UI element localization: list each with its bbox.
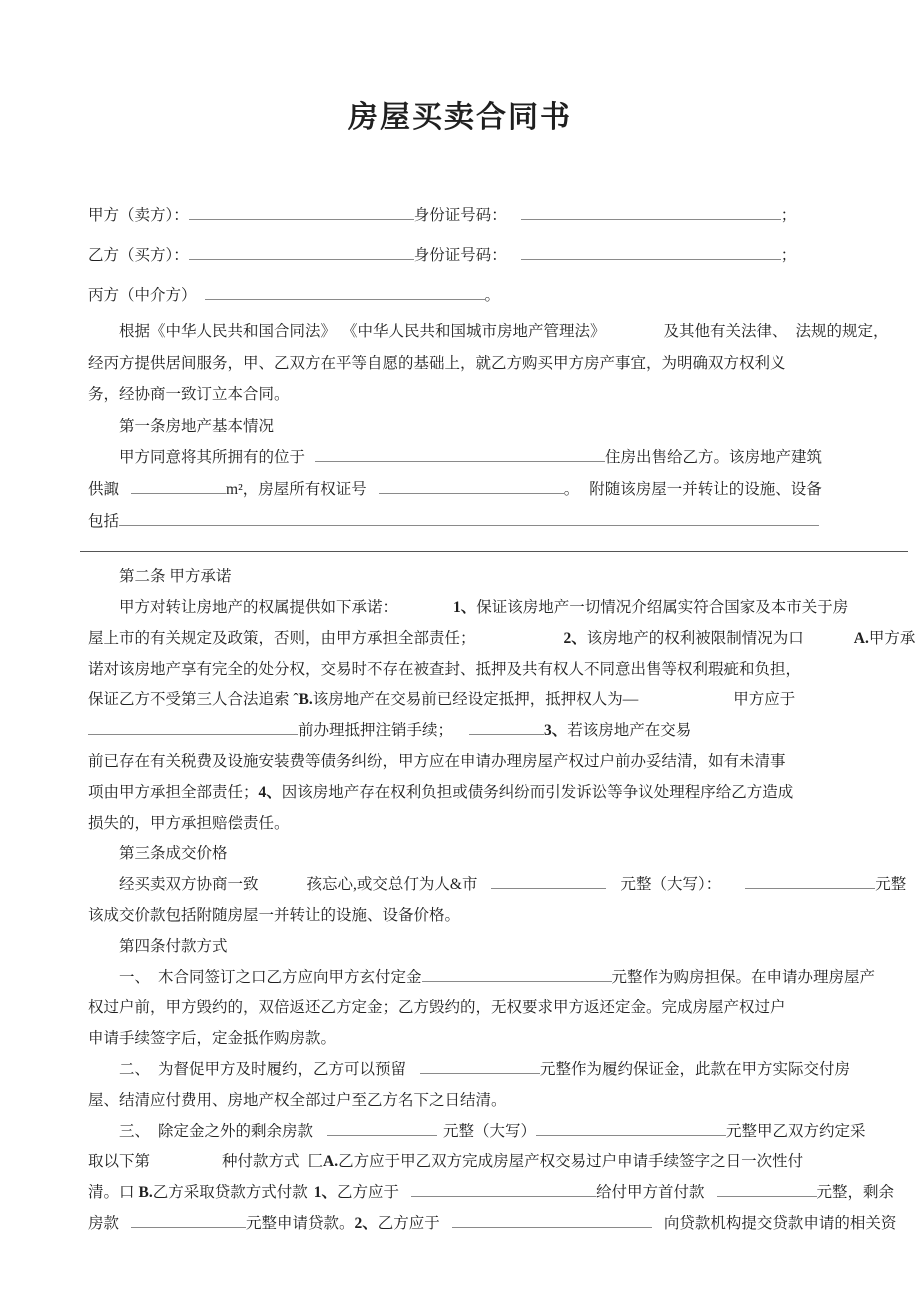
contract-line (88, 379, 832, 411)
contract-line (88, 624, 916, 655)
spacer-gap (259, 888, 307, 889)
blank-underline (205, 285, 485, 300)
text-run: 包括 (88, 512, 120, 530)
text-run: 给付甲方首付款 (596, 1184, 705, 1202)
text-run: 第二条 甲方承诺 (119, 568, 232, 586)
text-run: 因该房地产存在权利负担或债务纠纷而引发诉讼等争议处理程序给乙方造成 (281, 783, 794, 801)
spacer-gap (367, 493, 379, 494)
text-run: 取以下第 (88, 1153, 151, 1171)
blank-underline (452, 1213, 652, 1228)
contract-line (88, 993, 832, 1024)
text-run: B. (298, 691, 313, 709)
text-run: 项由甲方承担全部责任； (88, 783, 259, 801)
blank-underline (745, 874, 875, 889)
spacer-gap (579, 493, 589, 494)
text-run: 经丙方提供居间服务，甲、乙双方在平等自愿的基础上，就乙方购买甲方房产事宜，为明确双方权利义 (88, 354, 786, 372)
contract-line (88, 870, 907, 901)
text-run: 2、 (354, 1214, 378, 1232)
text-run: 向贷款机构提交贷款申请的相关资 (663, 1214, 897, 1232)
spacer-gap (406, 1073, 420, 1074)
text-run: 除定金之外的剩余房款 (158, 1122, 314, 1140)
contract-line (88, 747, 832, 778)
text-run: 房款 (88, 1214, 120, 1232)
spacer-gap (606, 335, 664, 336)
spacer-gap (652, 1227, 664, 1228)
text-run: 元整（大写） (443, 1122, 537, 1140)
text-run: 屋、结清应付费用、房地产权全部过户至乙方名下之日结清。 (88, 1091, 507, 1109)
spacer-gap (119, 1227, 131, 1228)
contract-line (88, 1024, 832, 1055)
text-run: 身份证号码： (413, 207, 507, 224)
text-run: 3、 (544, 722, 568, 740)
text-run: m²，房屋所有权证号 (226, 480, 367, 498)
spacer-gap (398, 611, 453, 612)
contract-line (88, 562, 832, 593)
text-run: 木合同签订之口乙方应向甲方玄付定金 (158, 968, 422, 986)
text-run: 经买卖双方协商一致 (119, 876, 259, 894)
text-run: 2、 (563, 629, 587, 647)
spacer-gap (721, 888, 745, 889)
text-run: 元整作为购房担保。在申请办理房屋产 (611, 968, 876, 986)
spacer-gap (507, 259, 521, 260)
blank-underline (88, 720, 298, 735)
contract-line (88, 236, 832, 276)
blank-underline (536, 1121, 726, 1136)
text-run: 甲方应于 (733, 691, 796, 709)
blank-underline (469, 720, 544, 735)
text-run: 申请手续签字后，定金抵作购房款。 (88, 1030, 337, 1048)
text-run: 一、 (119, 968, 151, 986)
text-run: 元整申请贷款。 (246, 1214, 355, 1232)
spacer-gap (150, 1073, 158, 1074)
spacer-gap (476, 642, 564, 643)
blank-underline (420, 1059, 540, 1074)
text-run: 法规的规定， (795, 323, 889, 340)
spacer-gap (453, 734, 469, 735)
spacer-gap (150, 1165, 222, 1166)
text-run: 丙方（中介方） (88, 287, 197, 304)
text-run: 二、 (119, 1060, 151, 1078)
spacer-gap (300, 1165, 308, 1166)
spacer-gap (399, 1196, 411, 1197)
text-run: 供諏 (88, 480, 120, 498)
text-run: 1、 (313, 1184, 338, 1202)
text-run: 若该房地产在交易 (567, 722, 692, 740)
contract-line (88, 1117, 866, 1148)
text-run: 诺对该房地产享有完全的处分权，交易时不存在被查封、抵押及共有权人不同意出售等权利瑕疵和负担， (88, 660, 802, 678)
spacer-gap (150, 1135, 158, 1136)
text-run: 第一条房地产基本情况 (119, 417, 275, 435)
blank-underline (119, 511, 819, 526)
blank-underline (717, 1182, 817, 1197)
text-run: 甲方（卖方）： (88, 207, 189, 224)
text-run: 元整（大写）： (620, 876, 722, 894)
text-run: 。 (484, 287, 501, 304)
spacer-gap (705, 1196, 717, 1197)
contract-line (88, 1086, 832, 1117)
text-run: 种付款方式 (222, 1153, 300, 1171)
contract-line (88, 276, 832, 316)
text-run: 身份证号码： (413, 247, 507, 264)
spacer-gap (638, 703, 733, 704)
spacer-gap (150, 981, 158, 982)
text-run: 4、 (258, 783, 282, 801)
text-run: 《中华人民共和国城市房地产管理法》 (342, 323, 606, 340)
text-run: 损失的，甲方承担赔偿责任。 (88, 814, 290, 832)
contract-line (88, 411, 832, 443)
text-run: 该成交价款包括附随房屋一并转让的设施、设备价格。 (88, 906, 461, 924)
text-run: 该房地产在交易前已经设定抵押，抵押权人为— (312, 691, 639, 709)
text-run: 为督促甲方及时履约，乙方可以预留 (158, 1060, 407, 1078)
text-run: 务，经协商一致订立本合同。 (88, 386, 290, 404)
contract-line (88, 685, 832, 716)
page-divider (80, 551, 908, 552)
text-run: 该房地产的权利被限制情况为口 (586, 629, 804, 647)
text-run: 甲方对转让房地产的权属提供如下承诺： (119, 598, 399, 616)
contract-line (88, 963, 876, 994)
spacer-gap (788, 335, 796, 336)
text-run: 三、 (119, 1122, 151, 1140)
text-run: 元整 (875, 876, 907, 894)
contract-line (88, 655, 832, 686)
text-run: 乙方应于 (377, 1214, 440, 1232)
blank-underline (422, 967, 612, 982)
blank-underline (491, 874, 606, 889)
spacer-gap (197, 299, 205, 300)
text-run: B. (138, 1184, 153, 1202)
contract-line (88, 196, 832, 236)
contract-line (88, 778, 832, 809)
contract-line (88, 316, 889, 348)
text-run: 元整作为履约保证金，此款在甲方实际交付房 (540, 1060, 851, 1078)
text-run: 保证该房地产一切情况介绍属实符合国家及本市关于房 (476, 598, 849, 616)
text-run: 住房出售给乙方。该房地产建筑 (605, 449, 823, 467)
text-run: 及其他有关法律、 (663, 323, 788, 340)
text-run: 1、 (453, 598, 477, 616)
text-run: 乙方采取贷款方式付款 (152, 1184, 308, 1202)
text-run: 第四条付款方式 (119, 937, 228, 955)
text-run: 前办理抵押注销手续； (298, 722, 454, 740)
text-run: 甲方同意将其所拥有的位于 (119, 449, 306, 467)
text-run: 。 (563, 480, 580, 498)
blank-underline (379, 479, 564, 494)
text-run: 元整甲乙双方约定采 (726, 1122, 866, 1140)
text-run: 根据《中华人民共和国合同法》 (119, 323, 337, 340)
spacer-gap (507, 219, 521, 220)
contract-line (88, 716, 832, 747)
text-run: 乙方应于甲乙双方完成房屋产权交易过户申请手续签字之日一次性付 (338, 1153, 804, 1171)
spacer-gap (313, 1135, 327, 1136)
text-run: 屋上市的有关规定及政策，否则，由甲方承担全部责任； (88, 629, 476, 647)
blank-underline (131, 1213, 246, 1228)
text-run: 权过户前，甲方毁约的，双倍返还乙方定金；乙方毁约的，无权要求甲方返还定金。完成房屋产权过户 (88, 999, 786, 1017)
contract-line (88, 593, 849, 624)
text-run: 甲方承 (868, 629, 916, 647)
contract-line (88, 1178, 895, 1209)
text-run: 元整，剩余 (816, 1184, 895, 1202)
contract-line (88, 901, 832, 932)
text-run: 乙方应于 (337, 1184, 400, 1202)
spacer-gap (305, 461, 315, 462)
blank-underline (189, 245, 414, 260)
text-run: ； (780, 207, 797, 224)
contract-line (88, 442, 832, 474)
contract-line (88, 839, 832, 870)
contract-line (88, 1055, 851, 1086)
text-run: 匚 (307, 1153, 324, 1171)
text-run: A. (323, 1153, 339, 1171)
spacer-gap (119, 493, 131, 494)
spacer-gap (804, 642, 854, 643)
spacer-gap (477, 888, 491, 889)
blank-underline (189, 205, 414, 220)
contract-line (88, 474, 832, 506)
spacer-gap (440, 1227, 452, 1228)
text-run: 清。口 (88, 1184, 135, 1202)
contract-line (88, 809, 832, 840)
contract-line (88, 506, 832, 538)
text-run: 前已存在有关税费及设施安装费等债务纠纷，甲方应在申请办理房屋产权过户前办妥结清，如有未清事 (88, 752, 786, 770)
blank-underline (411, 1182, 596, 1197)
document-title: 房屋买卖合同书 (348, 101, 572, 134)
blank-underline (521, 205, 781, 220)
contract-line (88, 348, 832, 380)
text-run: ； (780, 247, 797, 264)
contract-line (88, 932, 832, 963)
text-run: 乙方（买方）： (88, 247, 189, 264)
text-run: 孩忘心,或交总仃为人&市 (306, 876, 478, 894)
blank-underline (327, 1121, 437, 1136)
text-run: A. (853, 629, 869, 647)
contract-line (88, 1209, 897, 1240)
text-run: 保证乙方不受第三人合法追索 ˆ (88, 691, 299, 709)
contract-line (88, 1147, 832, 1178)
text-run: 第三条成交价格 (119, 845, 228, 863)
spacer-gap (606, 888, 620, 889)
text-run: 附随该房屋一并转让的设施、设备 (589, 480, 822, 498)
contract-body (88, 196, 916, 1240)
blank-underline (521, 245, 781, 260)
blank-underline (131, 479, 226, 494)
blank-underline (315, 447, 605, 462)
